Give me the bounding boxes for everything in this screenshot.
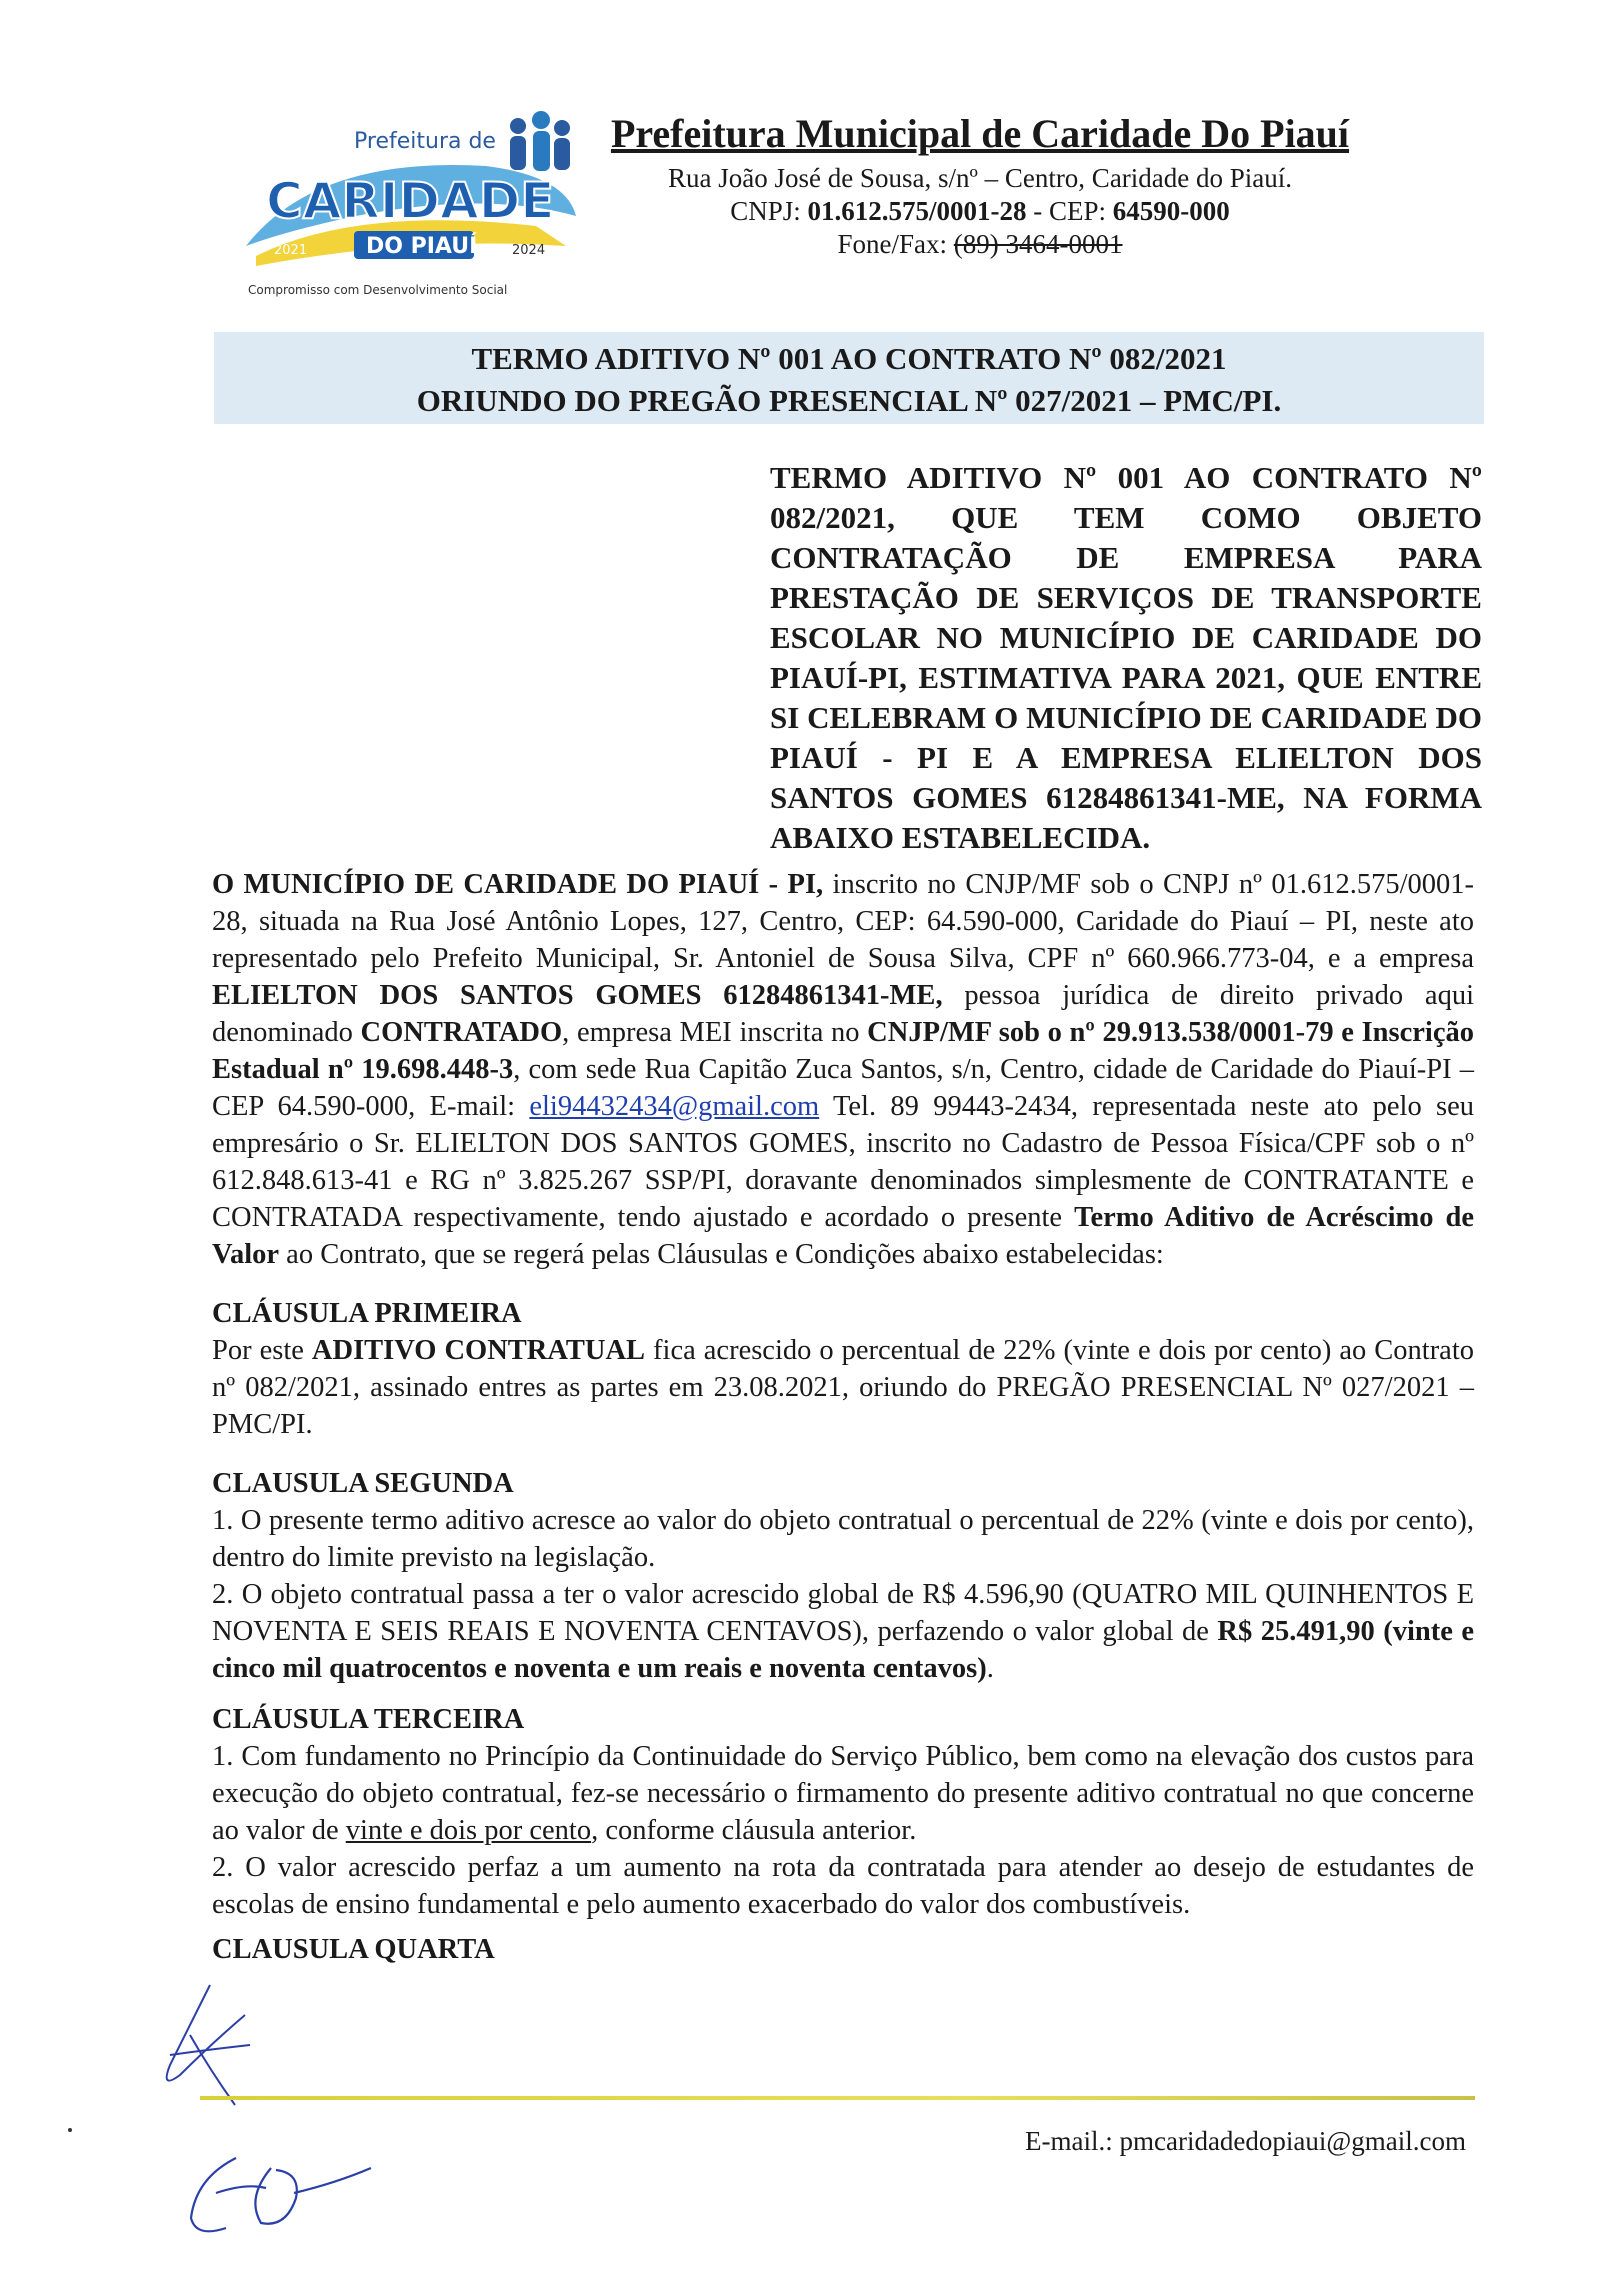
logo-main-text: CARIDADE (266, 172, 555, 230)
footer-rule (200, 2096, 1475, 2100)
clause-2-title: CLAUSULA SEGUNDA (212, 1468, 514, 1499)
intro-paragraph: O MUNICÍPIO DE CARIDADE DO PIAUÍ - PI, inscrito no CNJP/MF sob o CNPJ nº 01.612.575/0001-28, situada na Rua José Antônio Lopes, 127, Centro, CEP: 64.590-000, Caridade do Piauí – PI, neste ato representado pelo Prefeito Municipal, Sr. Antoniel de Sousa Silva, CPF nº 660.966.773-04, e a empresa ELIELTON DOS SANTOS GOMES 61284861341-ME, pessoa jurídica de direito privado aqui denominado CONTRATADO, empresa MEI inscrita no CNJP/MF sob o nº 29.913.538/0001-79 e Inscrição Estadual nº 19.698.448-3, com sede Rua Capitão Zuca Santos, s/n, Centro, cidade de Caridade do Piauí-PI – CEP 64.590-000, E-mail: eli94432434@gmail.com Tel. 89 99443-2434, representada neste ato pelo seu empresário o Sr. ELIELTON DOS SANTOS GOMES, inscrito no Cadastro de Pessoa Física/CPF sob o nº 612.848.613-41 e RG nº 3.825.267 SSP/PI, doravante denominados simplesmente de CONTRATANTE e CONTRATADA respectivamente, tendo ajustado e acordado o presente Termo Aditivo de Acréscimo de Valor ao Contrato, que se regerá pelas Cláusulas e Condições abaixo estabelecidas: (212, 869, 1475, 1270)
logo-year-left: 2021 (274, 243, 308, 258)
logo-year-right: 2024 (512, 243, 546, 258)
logo-tagline: Compromisso com Desenvolvimento Social (248, 283, 508, 297)
footer-email: E-mail.: pmcaridadedopiaui@gmail.com (1025, 2126, 1466, 2156)
clause-4-title: CLAUSULA QUARTA (212, 1934, 495, 1965)
clause-3-item-2: 2. O valor acrescido perfaz a um aumento na rota da contratada para atender ao desejo de estudantes de escolas de ensino fundamental e pelo aumento exacerbado do valor dos combustíveis. (212, 1852, 1474, 1920)
clause-1-title: CLÁUSULA PRIMEIRA (212, 1298, 522, 1329)
header-address: Rua João José de Sousa, s/nº – Centro, Caridade do Piauí. (667, 163, 1293, 193)
header-phone: Fone/Fax: (89) 3464-0001 (837, 229, 1123, 259)
clause-3-title: CLÁUSULA TERCEIRA (212, 1704, 525, 1735)
scan-dot (68, 2128, 72, 2132)
clause-3-item-1: 1. Com fundamento no Princípio da Continuidade do Serviço Público, bem como na elevação dos custos para execução do objeto contratual, fez-se necessário o firmamento do presente aditivo contratual no que concerne ao valor de vinte e dois por cento, conforme cláusula anterior. (212, 1741, 1474, 1846)
email-link[interactable]: eli94432434@gmail.com (529, 1091, 820, 1122)
title-line-1: TERMO ADITIVO Nº 001 AO CONTRATO Nº 082/2021 (471, 341, 1227, 376)
signature-initials (176, 2138, 376, 2248)
clause-2-item-1: 1. O presente termo aditivo acresce ao valor do objeto contratual o percentual de 22% (vinte e dois por cento), dentro do limite previsto na legislação. (212, 1505, 1474, 1573)
clause-1-text: Por este ADITIVO CONTRATUAL fica acrescido o percentual de 22% (vinte e dois por cento) ao Contrato nº 082/2021, assinado entres as partes em 23.08.2021, oriundo do PREGÃO PRESENCIAL Nº 027/2021 – PMC/PI. (212, 1335, 1475, 1440)
title-line-2: ORIUNDO DO PREGÃO PRESENCIAL Nº 027/2021 – PMC/PI. (416, 383, 1282, 418)
logo-top-text: Prefeitura de (354, 129, 496, 154)
contract-summary: TERMO ADITIVO Nº 001 AO CONTRATO Nº 082/2021, QUE TEM COMO OBJETO CONTRATAÇÃO DE EMPRESA PARA PRESTAÇÃO DE SERVIÇOS DE TRANSPORTE ESCOLAR NO MUNICÍPIO DE CARIDADE DO PIAUÍ-PI, ESTIMATIVA PARA 2021, QUE ENTRE SI CELEBRAM O MUNICÍPIO DE CARIDADE DO PIAUÍ - PI E A EMPRESA ELIELTON DOS SANTOS GOMES 61284861341-ME, NA FORMA ABAIXO ESTABELECIDA. (770, 460, 1482, 855)
header-title: Prefeitura Municipal de Caridade Do Piauí (610, 111, 1350, 156)
document-body (212, 866, 1474, 1968)
header (600, 110, 1360, 262)
logo-sub-text: DO PIAUÍ (366, 234, 478, 259)
clause-2-item-2: 2. O objeto contratual passa a ter o valor acrescido global de R$ 4.596,90 (QUATRO MIL QUINHENTOS E NOVENTA E SEIS REAIS E NOVENTA CENTAVOS), perfazendo o valor global de R$ 25.491,90 (vinte e cinco mil quatrocentos e noventa e um reais e noventa centavos). (212, 1579, 1474, 1684)
header-cnpj: CNPJ: 01.612.575/0001-28 - CEP: 64590-000 (730, 196, 1230, 226)
prefeitura-logo (236, 96, 586, 306)
signature-mark (150, 1975, 260, 2115)
title-band (214, 332, 1484, 424)
